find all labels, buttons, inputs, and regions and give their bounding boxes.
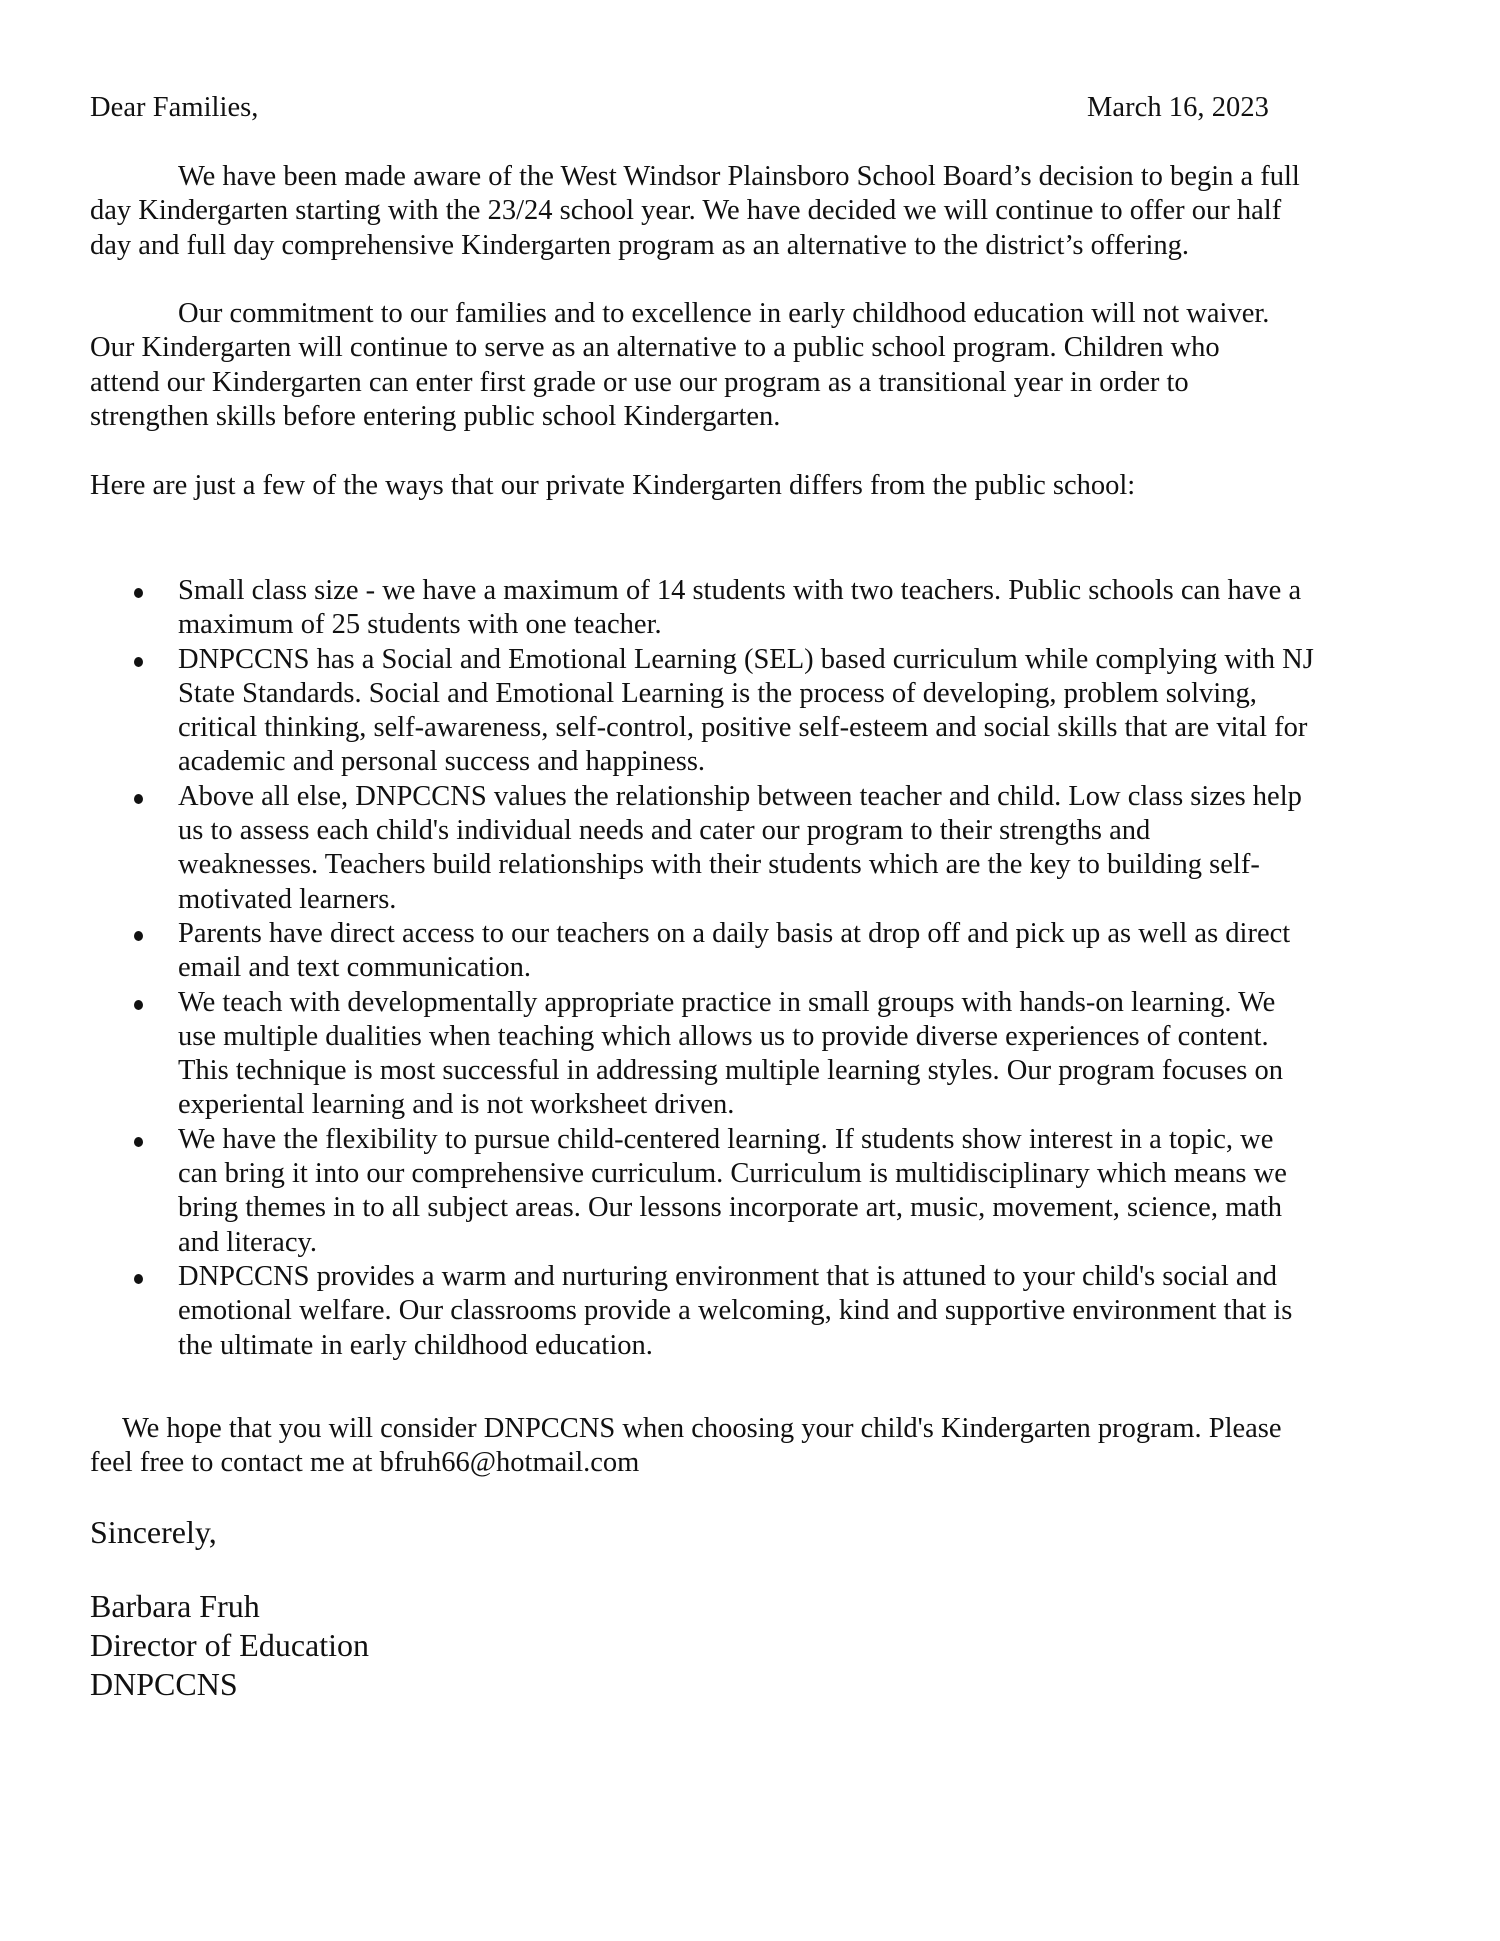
bullet-icon <box>134 931 143 941</box>
differences-list <box>90 574 1410 1363</box>
list-item-line: Parents have direct access to our teachers on a daily basis at drop off and pick up as well as direct <box>178 917 1291 949</box>
paragraph-line: day Kindergarten starting with the 23/24 school year. We have decided we will continue to offer our half <box>90 195 1282 227</box>
list-item-line: We have the flexibility to pursue child-centered learning. If students show interest in a topic, we <box>178 1123 1274 1155</box>
list-item-line: State Standards. Social and Emotional Learning is the process of developing, problem solving, <box>178 677 1257 709</box>
bullet-icon <box>134 588 143 598</box>
list-item-line: motivated learners. <box>178 883 397 915</box>
bullet-icon <box>134 1274 143 1284</box>
signature-block <box>90 1587 369 1704</box>
bullet-icon <box>134 1137 143 1147</box>
list-item-line: weaknesses. Teachers build relationships with their students which are the key to building self- <box>178 849 1260 881</box>
list-item-line: Above all else, DNPCCNS values the relationship between teacher and child. Low class sizes help <box>178 780 1302 812</box>
list-item-line: email and text communication. <box>178 952 531 984</box>
paragraph-line: strengthen skills before entering public school Kindergarten. <box>90 400 781 432</box>
list-item <box>90 1260 1410 1363</box>
bullet-icon <box>134 794 143 804</box>
list-item-line: emotional welfare. Our classrooms provide a welcoming, kind and supportive environment that is <box>178 1295 1293 1327</box>
letter-date: March 16, 2023 <box>1087 92 1269 123</box>
list-item <box>90 917 1410 986</box>
list-item-line: DNPCCNS has a Social and Emotional Learning (SEL) based curriculum while complying with NJ <box>178 643 1314 675</box>
signature-organization: DNPCCNS <box>90 1666 238 1702</box>
list-item-line: use multiple dualities when teaching which allows us to provide diverse experiences of content. <box>178 1020 1269 1052</box>
list-item <box>90 986 1410 1123</box>
list-item-line: critical thinking, self-awareness, self-control, positive self-esteem and social skills that are vital for <box>178 712 1308 744</box>
list-item-line: the ultimate in early childhood education. <box>178 1329 653 1361</box>
list-item-line: maximum of 25 students with one teacher. <box>178 609 662 641</box>
valediction: Sincerely, <box>90 1514 217 1550</box>
list-intro <box>90 469 1410 503</box>
paragraph-district-decision <box>90 160 1410 263</box>
paragraph-line: Our commitment to our families and to excellence in early childhood education will not waiver. <box>178 298 1270 329</box>
list-item <box>90 1123 1410 1260</box>
signature-title: Director of Education <box>90 1627 369 1663</box>
list-item-line: and literacy. <box>178 1226 317 1258</box>
paragraph-line: day and full day comprehensive Kindergarten program as an alternative to the district’s offering. <box>90 229 1190 261</box>
list-item-line: can bring it into our comprehensive curriculum. Curriculum is multidisciplinary which means we <box>178 1158 1287 1190</box>
bullet-icon <box>134 1000 143 1010</box>
list-item-line: bring themes in to all subject areas. Our lessons incorporate art, music, movement, science, math <box>178 1192 1283 1224</box>
list-item-line: academic and personal success and happiness. <box>178 746 706 778</box>
list-item-line: This technique is most successful in addressing multiple learning styles. Our program focuses on <box>178 1055 1283 1087</box>
salutation: Dear Families, <box>90 92 259 123</box>
paragraph-line: attend our Kindergarten can enter first grade or use our program as a transitional year in order to <box>90 366 1189 398</box>
bullet-icon <box>134 657 143 667</box>
signature-name: Barbara Fruh <box>90 1588 260 1624</box>
list-item-line: Small class size - we have a maximum of 14 students with two teachers. Public schools can have a <box>178 575 1302 606</box>
list-item <box>90 780 1410 917</box>
list-item <box>90 574 1410 643</box>
list-item <box>90 643 1410 780</box>
paragraph-commitment <box>90 297 1410 434</box>
list-item-line: We teach with developmentally appropriate practice in small groups with hands-on learning. We <box>178 986 1276 1018</box>
paragraph-line: We have been made aware of the West Windsor Plainsboro School Board’s decision to begin a full <box>178 161 1300 192</box>
list-item-line: experiental learning and is not worksheet driven. <box>178 1089 735 1121</box>
list-item-line: DNPCCNS provides a warm and nurturing environment that is attuned to your child's social and <box>178 1260 1278 1292</box>
list-item-line: us to assess each child's individual needs and cater our program to their strengths and <box>178 815 1151 847</box>
paragraph-line: We hope that you will consider DNPCCNS when choosing your child's Kindergarten program. Please <box>122 1413 1282 1444</box>
paragraph-line: Here are just a few of the ways that our private Kindergarten differs from the public school: <box>90 470 1136 501</box>
closing-paragraph <box>90 1412 1410 1481</box>
paragraph-line: Our Kindergarten will continue to serve as an alternative to a public school program. Children who <box>90 332 1220 364</box>
paragraph-line: feel free to contact me at bfruh66@hotmail.com <box>90 1447 640 1479</box>
